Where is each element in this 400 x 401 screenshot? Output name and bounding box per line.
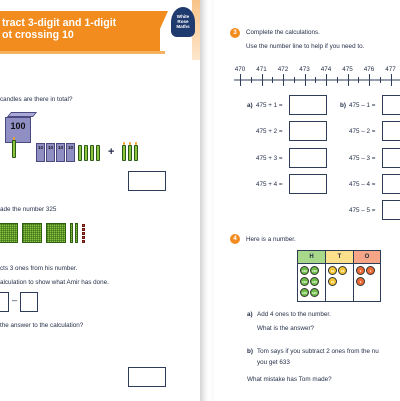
number-line-tick — [262, 74, 263, 86]
hundred-box-label: 100 — [10, 121, 26, 131]
addition-answer-box[interactable] — [289, 148, 327, 168]
place-value-chart — [297, 250, 381, 302]
pv-column-divider — [353, 251, 354, 302]
pv-header-ones: O — [354, 251, 380, 263]
number-line-minor-tick — [251, 77, 252, 83]
book-spine — [200, 0, 214, 401]
subtraction-answer-box[interactable] — [382, 200, 400, 220]
white-rose-maths-logo — [171, 7, 195, 37]
ten-candle-box — [66, 143, 75, 162]
number-line-label: 476 — [363, 66, 375, 73]
ten-candle-box — [56, 143, 65, 162]
one-counter: 1 — [356, 266, 365, 275]
candle-icon — [84, 145, 88, 161]
q2-line-c: the answer to the calculation? — [0, 322, 84, 329]
number-line-label: 475 — [342, 66, 353, 73]
logo-text-white: White — [176, 14, 190, 19]
q4-part-a-text: Add 4 ones to the number. — [257, 311, 331, 318]
title-banner-point — [150, 11, 168, 51]
number-line-tick — [305, 74, 306, 86]
base-ten-hundred — [0, 223, 18, 243]
subtraction-2: 475 – 2 = — [349, 128, 376, 135]
number-line-tick — [391, 74, 392, 86]
number-line-tick — [369, 74, 370, 86]
hundred-counter: 100 — [310, 277, 319, 286]
pv-header-tens: T — [326, 251, 353, 263]
page-title-line-2: ot crossing 10 — [2, 29, 74, 41]
number-line-label: 474 — [320, 66, 332, 73]
number-line-minor-tick — [358, 77, 359, 83]
ten-candle-box — [36, 143, 45, 162]
candle-icon — [128, 145, 132, 161]
q3-part-b-label: b) — [340, 102, 346, 109]
hundred-counter: 100 — [310, 288, 319, 297]
q3-hint: Use the number line to help if you need to. — [246, 43, 365, 50]
base-ten-rod — [75, 223, 78, 243]
subtraction-4: 475 – 4 = — [349, 181, 376, 188]
subtraction-5: 475 – 5 = — [349, 207, 376, 214]
ten-counter: 10 — [338, 266, 347, 275]
right-page — [214, 0, 400, 401]
title-banner-shadow — [0, 51, 165, 54]
q4-prompt: Here is a number. — [246, 236, 296, 243]
q2-answer-box[interactable] — [128, 367, 166, 387]
ten-candle-box — [46, 143, 55, 162]
number-line-tick — [240, 74, 241, 86]
subtraction-answer-box[interactable] — [382, 148, 400, 168]
q2-calc-box-1[interactable] — [0, 292, 9, 312]
pv-column-divider — [325, 251, 326, 302]
q3-part-a-label: a) — [247, 102, 253, 109]
subtraction-answer-box[interactable] — [382, 95, 400, 115]
number-line-minor-tick — [337, 77, 338, 83]
plus-sign: + — [108, 146, 115, 158]
q4-part-a-label: a) — [247, 311, 253, 318]
number-line-label: 472 — [277, 66, 289, 73]
pv-header-hundreds: H — [298, 251, 325, 263]
candle-icon — [96, 145, 100, 161]
hundred-counter: 100 — [300, 288, 309, 297]
number-line-minor-tick — [380, 77, 381, 83]
flame-icon — [129, 142, 131, 145]
number-line-label: 471 — [256, 66, 267, 73]
subtraction-answer-box[interactable] — [382, 121, 400, 141]
base-ten-unit — [82, 240, 85, 243]
number-line-minor-tick — [315, 77, 316, 83]
q4-part-b-text: Tom says if you subtract 2 ones from the nu — [257, 348, 379, 355]
ten-counter: 10 — [328, 277, 337, 286]
candle-icon — [122, 145, 126, 161]
number-line-label: 473 — [299, 66, 310, 73]
base-ten-unit — [82, 236, 85, 239]
ten-counter: 10 — [328, 266, 337, 275]
flame-icon — [135, 142, 137, 145]
base-ten-unit — [82, 228, 85, 231]
ten-box-label: 10 — [67, 145, 74, 150]
number-line-minor-tick — [272, 77, 273, 83]
candle-icon — [134, 145, 138, 161]
subtraction-3: 475 – 3 = — [349, 155, 376, 162]
hundred-counter: 100 — [300, 266, 309, 275]
q2-line-b: alculation to show what Amir has done. — [0, 279, 109, 286]
number-line-minor-tick — [294, 77, 295, 83]
candle-icon — [90, 145, 94, 161]
q1-answer-box[interactable] — [128, 171, 166, 191]
base-ten-unit — [82, 232, 85, 235]
q1-prompt: candles are there in total? — [0, 96, 73, 103]
addition-4: 475 + 4 = — [256, 181, 283, 188]
q2-line-a: cts 3 ones from his number. — [0, 265, 78, 272]
number-line-label: 470 — [234, 66, 246, 73]
addition-answer-box[interactable] — [289, 174, 327, 194]
addition-1: 475 + 1 = — [256, 102, 283, 109]
number-line-tick — [348, 74, 349, 86]
logo-text-maths: Maths — [176, 24, 190, 29]
logo-text-rose: Rose — [177, 19, 189, 24]
number-line-tick — [326, 74, 327, 86]
number-line-label: 477 — [385, 66, 396, 73]
question-number-3: 3 — [230, 28, 240, 38]
minus-sign: – — [12, 295, 18, 305]
addition-answer-box[interactable] — [289, 121, 327, 141]
subtraction-answer-box[interactable] — [382, 174, 400, 194]
q4-part-b-question: What mistake has Tom made? — [247, 376, 332, 383]
pv-header-divider — [298, 263, 380, 264]
q4-part-b-label: b) — [247, 348, 253, 355]
question-number-4: 4 — [230, 234, 240, 244]
page-title-line-1: tract 3-digit and 1-digit — [2, 17, 117, 29]
one-counter: 1 — [366, 266, 375, 275]
base-ten-hundred — [46, 223, 66, 243]
candle-icon — [78, 145, 82, 161]
page-title — [2, 17, 116, 41]
base-ten-unit — [82, 224, 85, 227]
base-ten-rod — [70, 223, 73, 243]
q3-prompt: Complete the calculations. — [246, 29, 320, 36]
ten-box-label: 10 — [47, 145, 54, 150]
hundred-counter: 100 — [310, 266, 319, 275]
one-counter: 1 — [356, 277, 365, 286]
subtraction-1: 475 – 1 = — [349, 102, 376, 109]
base-ten-hundred — [22, 223, 42, 243]
addition-answer-box[interactable] — [289, 95, 327, 115]
flame-icon — [123, 142, 125, 145]
addition-3: 475 + 3 = — [256, 155, 283, 162]
flame-icon — [13, 137, 15, 140]
hundred-counter: 100 — [300, 277, 309, 286]
q2-prompt: ade the number 325 — [0, 206, 57, 213]
candle-icon — [12, 140, 16, 158]
number-line-tick — [283, 74, 284, 86]
q4-part-b-text-2: you get 633 — [257, 359, 290, 366]
ten-box-label: 10 — [57, 145, 64, 150]
q2-calc-box-2[interactable] — [20, 292, 38, 312]
q4-part-a-question: What is the answer? — [257, 325, 315, 332]
addition-2: 475 + 2 = — [256, 128, 283, 135]
ten-box-label: 10 — [37, 145, 44, 150]
